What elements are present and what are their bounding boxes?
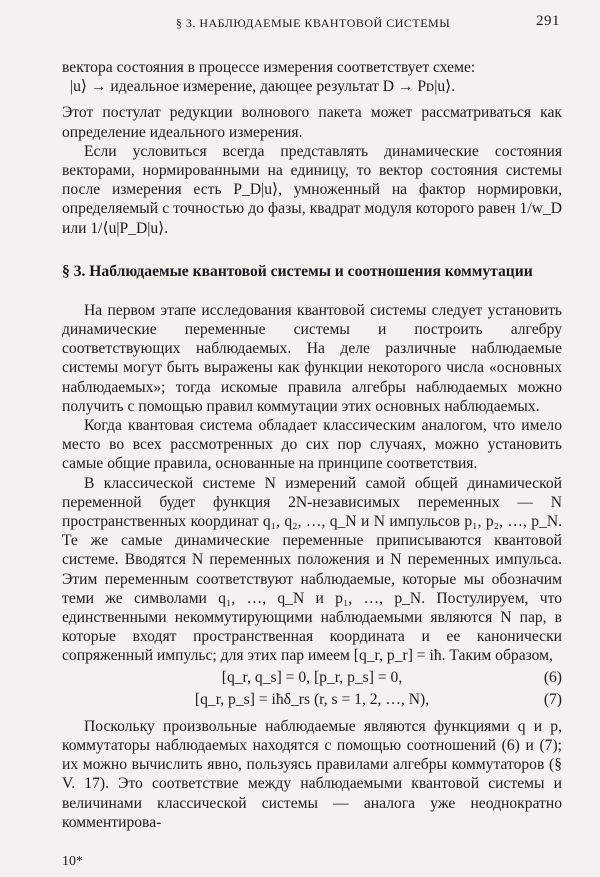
- paragraph-1: вектора состояния в процессе измерения соответствует схеме:: [62, 59, 476, 76]
- equation-6: [62, 668, 562, 688]
- paragraph-2: Этот постулат редукции волнового пакета может рассматриваться как определение идеального измерения.: [62, 104, 562, 141]
- equation-6-label: (6): [543, 668, 562, 686]
- page-number: 291: [536, 13, 560, 29]
- equation-7: [62, 690, 562, 710]
- paragraph-5: Когда квантовая система обладает классическим аналогом, что имело место во всех рассмотренных до сих пор случаях, можно установить самые общие правила, основанные на принципе соответствия.: [62, 417, 562, 473]
- equation-7-label: (7): [543, 690, 562, 708]
- paragraph-6: В классической системе N измерений самой общей динамической переменной будет функция 2N-независимых переменных — N пространственных координат q₁, q₂, …, q_N и N импульсов p₁, p₂, …, p_N. Те же самые динамические переменные приписываются квантовой системе. Вводятся N переменных положения и N переменных импульса. Этим переменным соответствуют наблюдаемые, которые мы обозначим теми же символами q₁, …, q_N и p₁, …, p_N. Постулируем, что единственными некоммутирующими наблюдаемыми являются N пар, в которые входят пространственная координата и ее канонически сопряженный импульс; для этих пар имеем [q_r, p_r] = iħ. Таким образом,: [62, 474, 562, 665]
- running-title: § 3. НАБЛЮДАЕМЫЕ КВАНТОВОЙ СИСТЕМЫ: [175, 16, 451, 30]
- running-header: [66, 14, 560, 36]
- equation-7-body: [q_r, p_s] = iħδ_rs (r, s = 1, 2, …, N),: [194, 690, 430, 708]
- paragraph-3: Если условиться всегда представлять динамические состояния векторами, нормированными на единицу, то вектор состояния системы после измерения есть P_D|u⟩, умноженный на фактор нормировки, определяемый с точностью до фазы, квадрат модуля которого равен 1/w_D или 1/⟨u|P_D|u⟩.: [62, 142, 562, 237]
- paragraph-7: Поскольку произвольные наблюдаемые являются функциями q и p, коммутаторы наблюдаемых находятся с помощью соотношений (6) и (7); их можно вычислить явно, пользуясь правилами алгебры коммутаторов (§ V. 17). Это соответствие между наблюдаемыми квантовой системы и величинами классической системы — аналога уже неоднократно комментирова-: [62, 717, 562, 831]
- measurement-scheme-formula: |u⟩ → идеальное измерение, дающее результат D → Pᴅ|u⟩.: [70, 78, 456, 96]
- signature-mark: 10*: [62, 854, 83, 869]
- equation-6-body: [q_r, q_s] = 0, [p_r, p_s] = 0,: [221, 668, 403, 686]
- section-heading: § 3. Наблюдаемые квантовой системы и соотношения коммутации: [62, 262, 533, 280]
- page-body: [62, 58, 562, 832]
- paragraph-4: На первом этапе исследования квантовой системы следует установить динамические переменные системы и построить алгебру соответствующих наблюдаемых. На деле различные наблюдаемые системы могут быть выражены как функции некоторого числа «основных наблюдаемых»; тогда искомые правила алгебры наблюдаемых можно получить с помощью правил коммутации этих основных наблюдаемых.: [62, 301, 562, 415]
